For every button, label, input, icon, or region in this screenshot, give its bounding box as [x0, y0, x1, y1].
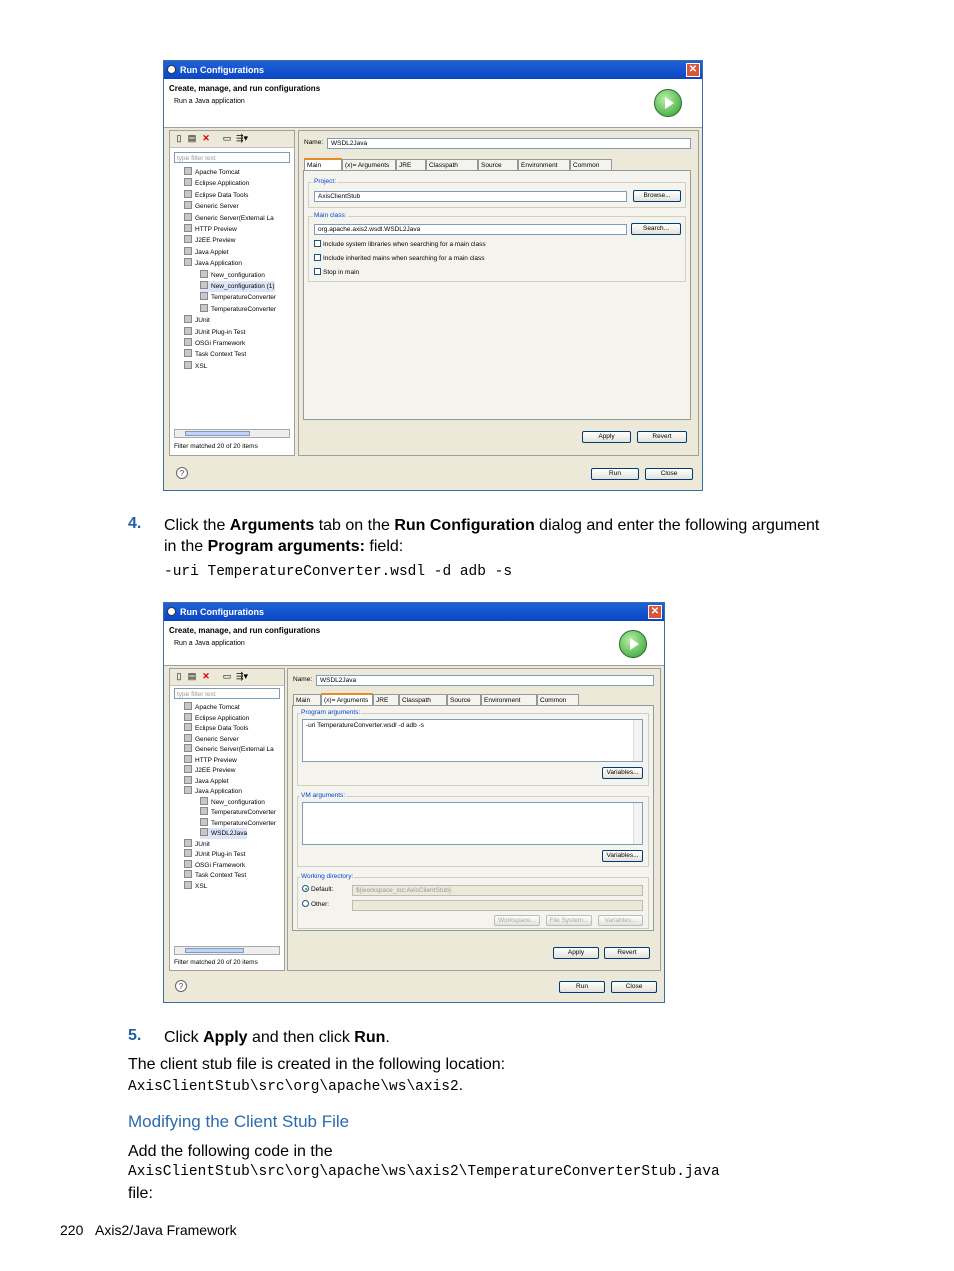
config-type-icon [184, 178, 192, 186]
tree-item[interactable] [184, 213, 274, 224]
tab-x-arguments[interactable]: (x)= Arguments [321, 693, 373, 705]
config-type-icon [200, 807, 208, 815]
duplicate-icon[interactable]: ▤ [187, 133, 197, 143]
delete-icon[interactable]: ✕ [202, 133, 210, 143]
new-config-icon[interactable]: ▯ [176, 133, 182, 143]
tree-item[interactable] [184, 338, 245, 349]
tree-item-label: J2EE Preview [195, 767, 236, 774]
collapse-all-icon[interactable]: ▭ [222, 671, 232, 681]
tree-item[interactable] [200, 818, 276, 829]
tab-main[interactable]: Main [304, 158, 342, 170]
step-4-number: 4. [128, 515, 142, 532]
step-4-text-d: in the [164, 538, 208, 555]
config-type-icon [184, 870, 192, 878]
config-type-icon [184, 213, 192, 221]
step-4-code: -uri TemperatureConverter.wsdl -d adb -s [164, 564, 513, 580]
tree-item-label: New_configuration [211, 798, 265, 806]
dialog-header [164, 79, 702, 128]
location-path-line [128, 1077, 463, 1095]
config-type-icon [184, 713, 192, 721]
config-type-icon [184, 190, 192, 198]
tree-item[interactable] [184, 361, 207, 372]
tree-item[interactable] [184, 167, 240, 178]
tree-item[interactable] [184, 723, 248, 734]
program-arguments-label: Program arguments: [301, 709, 361, 716]
tree-item[interactable] [184, 786, 242, 797]
include-inherited-mains-checkbox[interactable] [314, 254, 485, 262]
config-type-icon [184, 327, 192, 335]
variables-button-vm[interactable]: Variables... [602, 850, 643, 862]
main-class-field[interactable]: org.apache.axis2.wsdl.WSDL2Java [314, 224, 627, 235]
vertical-scrollbar[interactable] [633, 720, 642, 761]
run-button[interactable]: Run [559, 981, 605, 993]
filter-status: Filter matched 20 of 20 items [174, 443, 258, 450]
tree-item-label: Apache Tomcat [195, 169, 240, 176]
tab-x-arguments[interactable]: (x)= Arguments [342, 159, 396, 170]
tree-item-label: TemperatureConverter [211, 305, 277, 313]
config-type-icon [184, 786, 192, 794]
configurations-panel [169, 668, 285, 971]
search-button[interactable]: Search... [631, 223, 681, 235]
tree-item[interactable] [184, 881, 207, 892]
main-class-group [308, 212, 686, 282]
config-type-icon [184, 167, 192, 175]
step-5-number: 5. [128, 1027, 142, 1044]
tab-main[interactable]: Main [293, 694, 321, 705]
tree-item[interactable] [184, 734, 239, 745]
config-type-icon [184, 734, 192, 742]
add-code-path: AxisClientStub\src\org\apache\ws\axis2\TemperatureConverterStub.java [128, 1164, 720, 1180]
run-icon [654, 89, 682, 117]
editor-tabs [304, 159, 694, 170]
location-text: The client stub file is created in the following location: [128, 1056, 506, 1073]
stop-in-main-label: Stop in main [323, 269, 360, 276]
project-field[interactable]: AxisClientStub [314, 191, 627, 202]
tree-item-label: WSDL2Java [211, 830, 248, 837]
step-4-text-e: field: [364, 538, 404, 555]
config-type-icon [184, 349, 192, 357]
tree-item-label: Generic Server [195, 735, 239, 743]
tree-item[interactable] [184, 765, 235, 776]
program-arguments-group [297, 709, 649, 786]
file-system-button[interactable]: File System... [546, 915, 592, 926]
name-label: Name: [304, 139, 324, 146]
tree-item[interactable] [184, 870, 246, 881]
tree-item-label: JUnit [195, 840, 210, 848]
config-type-icon [184, 765, 192, 773]
step-4-bold-arguments: Arguments [229, 517, 315, 534]
page-number: 220 [60, 1222, 84, 1238]
tree-item-label: HTTP Preview [195, 226, 237, 233]
tree-item[interactable] [184, 315, 210, 326]
tree-item[interactable] [184, 178, 249, 189]
header-subtitle: Run a Java application [174, 640, 245, 647]
tree-item-label: Generic Server(External La [195, 746, 274, 753]
apply-button[interactable]: Apply [553, 947, 599, 959]
tree-item[interactable] [200, 304, 276, 315]
vm-arguments-label: VM arguments: [301, 792, 346, 799]
step-5-text-a: Click [164, 1029, 204, 1046]
config-type-icon [200, 797, 208, 805]
add-code-post: file: [128, 1185, 153, 1202]
config-type-icon [200, 818, 208, 826]
location-period: . [458, 1077, 464, 1094]
vm-arguments-input[interactable] [302, 802, 643, 845]
filter-input[interactable]: type filter text [174, 152, 290, 163]
default-label: Default: [311, 886, 334, 893]
stop-in-main-checkbox[interactable] [314, 268, 359, 276]
tree-item[interactable] [184, 201, 239, 212]
tree-item-label: TemperatureConverter [211, 819, 277, 827]
tree-item[interactable] [184, 744, 274, 755]
horizontal-scrollbar[interactable] [174, 946, 280, 955]
project-group [308, 178, 686, 208]
tree-item[interactable] [184, 349, 246, 360]
variables-button-program[interactable]: Variables... [602, 767, 643, 779]
configurations-toolbar [170, 131, 294, 148]
tree-item[interactable] [200, 807, 276, 818]
close-button[interactable]: Close [645, 468, 693, 480]
tree-item[interactable] [200, 797, 265, 808]
tree-item[interactable] [184, 327, 245, 338]
help-icon[interactable]: ? [175, 980, 187, 992]
tree-item[interactable] [184, 190, 248, 201]
tree-item-label: Apache Tomcat [195, 704, 240, 711]
variables-button-workdir[interactable]: Variables... [598, 915, 643, 926]
step-5-text-c: . [385, 1029, 390, 1046]
default-directory-field: ${workspace_loc:AxisClientStub} [352, 885, 643, 896]
tree-item-label: Generic Server(External La [195, 214, 274, 222]
step-4-bold-run-configuration: Run Configuration [394, 517, 535, 534]
tree-item-label: Eclipse Application [195, 714, 250, 722]
tree-item[interactable] [200, 281, 275, 292]
run-configurations-dialog-main [163, 60, 703, 491]
eclipse-icon [167, 607, 176, 616]
step-5-text-b: and then click [247, 1029, 355, 1046]
tree-item[interactable] [184, 860, 245, 871]
include-system-libraries-checkbox[interactable] [314, 240, 486, 248]
run-icon [619, 630, 647, 658]
dialog-titlebar [164, 603, 664, 621]
other-label: Other: [311, 901, 330, 908]
dialog-header [164, 621, 664, 666]
filter-status: Filter matched 20 of 20 items [174, 959, 258, 966]
config-type-icon [184, 860, 192, 868]
configuration-editor [298, 130, 699, 456]
project-label: Project: [314, 178, 337, 185]
tree-item-label: Eclipse Application [195, 180, 250, 188]
filter-icon[interactable]: ⇶▾ [236, 671, 249, 681]
tree-item[interactable] [184, 849, 245, 860]
include-system-libraries-label: Include system libraries when searching for a main class [323, 241, 486, 248]
browse-button[interactable]: Browse... [633, 190, 681, 202]
step-4-bold-program-arguments: Program arguments: [207, 538, 365, 555]
close-button[interactable]: Close [611, 981, 657, 993]
horizontal-scrollbar[interactable] [174, 429, 290, 438]
config-type-icon [184, 361, 192, 369]
tree-item-label: Java Applet [195, 777, 229, 785]
tree-item[interactable] [184, 247, 229, 258]
name-label: Name: [293, 676, 313, 683]
default-radio[interactable] [302, 885, 333, 893]
tree-item[interactable] [200, 270, 265, 281]
header-subtitle: Run a Java application [174, 98, 245, 105]
config-type-icon [200, 270, 208, 278]
tree-item-label: XSL [195, 882, 208, 890]
config-type-icon [184, 258, 192, 266]
tree-item-label: Task Context Test [195, 872, 247, 879]
config-type-icon [184, 881, 192, 889]
configurations-toolbar [170, 669, 284, 686]
tree-item[interactable] [184, 755, 237, 766]
include-inherited-mains-label: Include inherited mains when searching for a main class [323, 255, 485, 262]
close-window-button[interactable]: ✕ [686, 63, 700, 77]
tab-jre[interactable]: JRE [396, 159, 426, 170]
tree-item-label: TemperatureConverter [211, 294, 277, 302]
dialog-title: Run Configurations [180, 65, 264, 75]
config-type-icon [200, 292, 208, 300]
eclipse-icon [167, 65, 176, 74]
config-type-icon [184, 776, 192, 784]
add-code-text: Add the following code in the [128, 1143, 333, 1160]
tree-item-label: Java Applet [195, 248, 229, 256]
editor-tabs [293, 694, 655, 705]
tab-environment[interactable]: Environment [518, 159, 570, 170]
config-type-icon [200, 281, 208, 289]
step-5-bold-apply: Apply [203, 1029, 248, 1046]
revert-button[interactable]: Revert [604, 947, 650, 959]
duplicate-icon[interactable]: ▤ [187, 671, 197, 681]
other-directory-field [352, 900, 643, 911]
config-type-icon [184, 849, 192, 857]
config-type-icon [184, 839, 192, 847]
tree-item-label: Generic Server [195, 203, 239, 211]
tree-item-label: HTTP Preview [195, 756, 237, 764]
header-title: Create, manage, and run configurations [169, 84, 321, 93]
tree-item-label: TemperatureConverter [211, 809, 277, 816]
tree-item-label: OSGi Framework [195, 861, 246, 869]
configurations-panel [169, 130, 295, 456]
tab-source[interactable]: Source [447, 694, 481, 705]
vm-arguments-group [297, 792, 649, 867]
tree-item-label: New_configuration [211, 271, 265, 279]
tree-item[interactable] [200, 292, 276, 303]
step-4-text-b: tab on the [314, 517, 395, 534]
other-radio[interactable] [302, 900, 329, 908]
tree-item-label: OSGi Framework [195, 340, 246, 347]
config-type-icon [184, 744, 192, 752]
tree-item-label: Java Application [195, 788, 242, 795]
step-4-text-a: Click the [164, 517, 230, 534]
run-configurations-dialog-arguments [163, 602, 665, 1003]
dialog-title: Run Configurations [180, 607, 264, 617]
tree-item[interactable] [184, 713, 249, 724]
step-5-text [164, 1027, 390, 1048]
tree-item-label: Eclipse Data Tools [195, 725, 249, 732]
tree-item[interactable] [184, 224, 237, 235]
step-5-bold-run: Run [354, 1029, 386, 1046]
location-path: AxisClientStub\src\org\apache\ws\axis2 [128, 1079, 459, 1095]
tree-item[interactable] [184, 258, 242, 269]
name-field[interactable]: WSDL2Java [316, 675, 654, 686]
working-directory-group [297, 873, 649, 929]
tree-item[interactable] [184, 776, 229, 787]
tab-classpath[interactable]: Classpath [399, 694, 447, 705]
working-directory-label: Working directory: [301, 873, 354, 880]
config-type-icon [184, 315, 192, 323]
config-type-icon [200, 304, 208, 312]
tree-item-label: New_configuration (1) [211, 283, 275, 290]
delete-icon[interactable]: ✕ [202, 671, 210, 681]
tree-item[interactable] [184, 235, 235, 246]
apply-button[interactable]: Apply [582, 431, 631, 443]
tree-item-label: XSL [195, 362, 208, 370]
tab-classpath[interactable]: Classpath [426, 159, 478, 170]
revert-button[interactable]: Revert [637, 431, 687, 443]
workspace-button[interactable]: Workspace... [494, 915, 540, 926]
help-icon[interactable]: ? [176, 467, 188, 479]
new-config-icon[interactable]: ▯ [176, 671, 182, 681]
configuration-editor [287, 668, 661, 971]
program-arguments-input[interactable] [302, 719, 643, 762]
tree-item-label: Task Context Test [195, 351, 247, 359]
tree-item-label: Eclipse Data Tools [195, 191, 249, 199]
config-type-icon [184, 755, 192, 763]
config-type-icon [184, 723, 192, 731]
config-type-icon [184, 702, 192, 710]
tree-item[interactable] [184, 702, 240, 713]
tab-jre[interactable]: JRE [373, 694, 399, 705]
step-4-text-c: dialog and enter the following argument [534, 517, 820, 534]
main-tab-body [303, 170, 691, 420]
footer-title: Axis2/Java Framework [95, 1222, 237, 1238]
tree-item-label: JUnit Plug-in Test [195, 851, 246, 858]
filter-input[interactable]: type filter text [174, 688, 280, 699]
config-type-icon [184, 201, 192, 209]
name-field[interactable]: WSDL2Java [327, 138, 691, 149]
tree-item-label: Java Application [195, 260, 242, 268]
tab-environment[interactable]: Environment [481, 694, 537, 705]
tab-common[interactable]: Common [570, 159, 612, 170]
tree-item-label: J2EE Preview [195, 237, 236, 245]
tree-item-label: JUnit [195, 317, 210, 325]
filter-icon[interactable]: ⇶▾ [236, 133, 249, 143]
collapse-all-icon[interactable]: ▭ [222, 133, 232, 143]
close-window-button[interactable]: ✕ [648, 605, 662, 619]
arguments-tab-body [292, 705, 654, 931]
config-type-icon [184, 338, 192, 346]
tab-source[interactable]: Source [478, 159, 518, 170]
config-type-icon [184, 247, 192, 255]
step-4-text [164, 515, 884, 557]
page-footer [60, 1222, 237, 1238]
config-type-icon [184, 224, 192, 232]
tree-item[interactable] [184, 839, 210, 850]
section-heading: Modifying the Client Stub File [128, 1112, 350, 1131]
header-title: Create, manage, and run configurations [169, 626, 321, 635]
dialog-titlebar [164, 61, 702, 79]
tree-item-label: JUnit Plug-in Test [195, 328, 246, 336]
config-type-icon [200, 828, 208, 836]
config-type-icon [184, 235, 192, 243]
vertical-scrollbar[interactable] [633, 803, 642, 844]
program-arguments-value: -uri TemperatureConverter.wsdl -d adb -s [306, 722, 425, 729]
tree-item[interactable] [200, 828, 247, 839]
tab-common[interactable]: Common [537, 694, 579, 705]
main-class-label: Main class: [314, 212, 347, 219]
run-button[interactable]: Run [591, 468, 639, 480]
